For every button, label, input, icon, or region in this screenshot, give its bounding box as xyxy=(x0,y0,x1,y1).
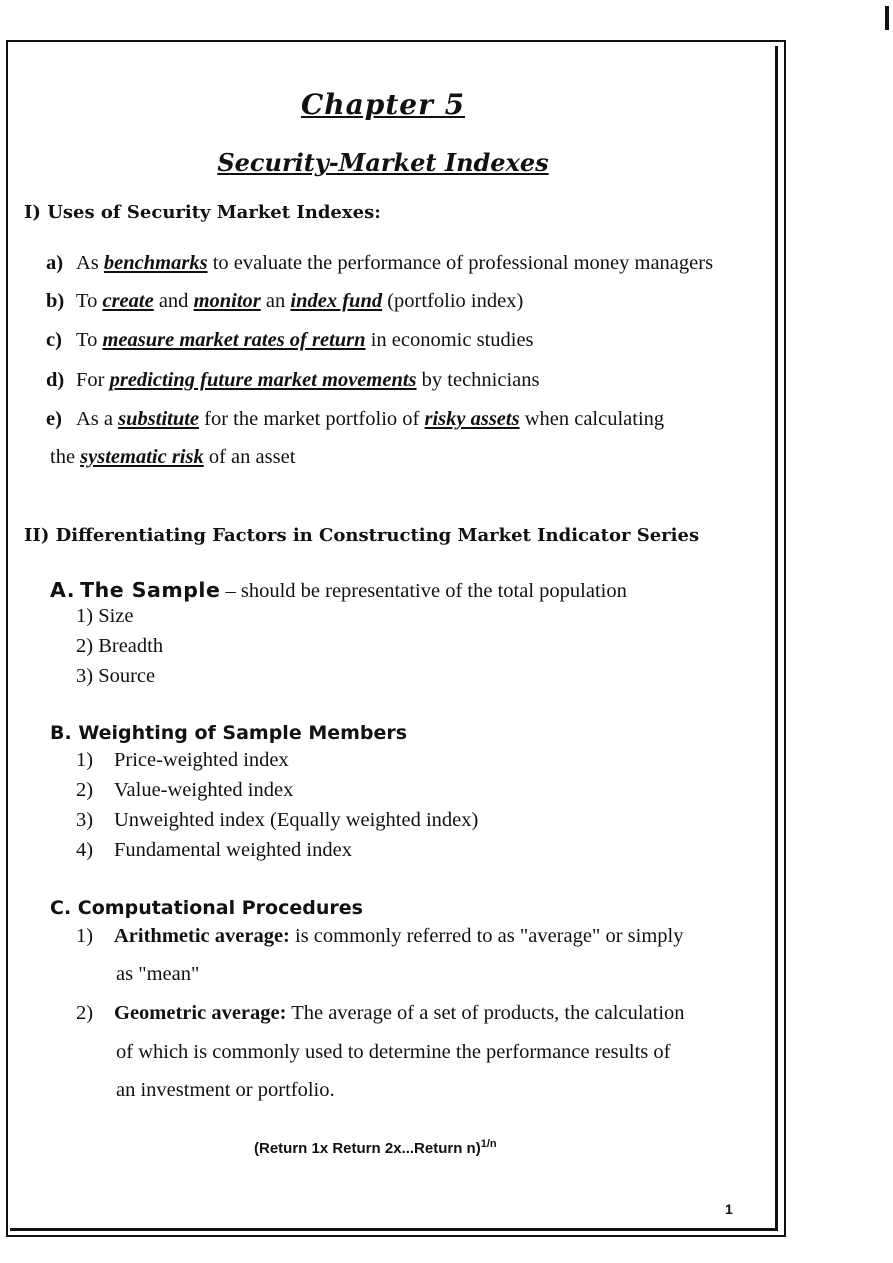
subsection-a-heading: A. The Sample – should be representative of the total population xyxy=(50,578,627,602)
list-item: 2) Geometric average: The average of a set of products, the calculation xyxy=(76,1002,685,1024)
list-item: a) As benchmarks to evaluate the performance of professional money managers xyxy=(46,252,714,274)
key-term: create xyxy=(102,290,154,312)
list-item-continuation: the systematic risk of an asset xyxy=(50,446,296,468)
list-item: b) To create and monitor an index fund (portfolio index) xyxy=(46,290,524,312)
key-term: index fund xyxy=(290,290,383,312)
item-marker: c) xyxy=(46,329,62,351)
section-2-heading: II) Differentiating Factors in Constructing Market Indicator Series xyxy=(24,525,700,546)
formula-exponent: 1/n xyxy=(480,1138,497,1150)
item-marker: a) xyxy=(46,252,64,274)
term: Geometric average: xyxy=(114,1002,287,1024)
list-item-continuation: an investment or portfolio. xyxy=(116,1079,335,1101)
scan-edge-mark xyxy=(885,6,889,30)
list-item: 2) Breadth xyxy=(76,635,164,657)
key-term: measure market rates of return xyxy=(102,329,366,351)
geometric-average-formula: (Return 1x Return 2x...Return n)$^{1/n}$ xyxy=(254,1138,497,1157)
list-item: 3) Source xyxy=(76,665,156,687)
list-item: d) For predicting future market movements by technicians xyxy=(46,369,540,391)
subsection-a-title: The Sample xyxy=(80,578,221,602)
term: Arithmetic average: xyxy=(114,925,290,947)
subsection-b-title: Weighting of Sample Members xyxy=(78,722,408,744)
list-item: 1) Price-weighted index xyxy=(76,749,289,771)
key-term: systematic risk xyxy=(80,446,204,468)
list-item: 1) Size xyxy=(76,605,134,627)
list-item-continuation: as "mean" xyxy=(116,963,200,985)
subsection-c-heading: C. Computational Procedures xyxy=(50,897,363,919)
list-item: e) As a substitute for the market portfolio of risky assets when calculating xyxy=(46,408,665,430)
list-item: 1) Arithmetic average: is commonly referred to as "average" or simply xyxy=(76,925,684,947)
key-term: substitute xyxy=(118,408,200,430)
list-item-continuation: of which is commonly used to determine the performance results of xyxy=(116,1041,671,1063)
chapter-title: Chapter 5 xyxy=(300,88,466,121)
list-item: 4) Fundamental weighted index xyxy=(76,839,352,861)
section-1-heading: I) Uses of Security Market Indexes: xyxy=(24,202,381,223)
key-term: benchmarks xyxy=(103,252,208,274)
list-item: c) To measure market rates of return in economic studies xyxy=(46,329,534,351)
key-term: risky assets xyxy=(424,408,520,430)
key-term: monitor xyxy=(193,290,261,312)
item-marker: d) xyxy=(46,369,65,391)
key-term: predicting future market movements xyxy=(109,369,417,391)
subsection-c-title: Computational Procedures xyxy=(77,897,363,919)
chapter-subtitle: Security-Market Indexes xyxy=(217,148,549,177)
list-item: 3) Unweighted index (Equally weighted index) xyxy=(76,809,479,831)
subsection-b-heading: B. Weighting of Sample Members xyxy=(50,722,408,744)
list-item: 2) Value-weighted index xyxy=(76,779,294,801)
item-marker: e) xyxy=(46,408,62,430)
page-number: 1 xyxy=(725,1201,733,1217)
item-marker: b) xyxy=(46,290,65,312)
